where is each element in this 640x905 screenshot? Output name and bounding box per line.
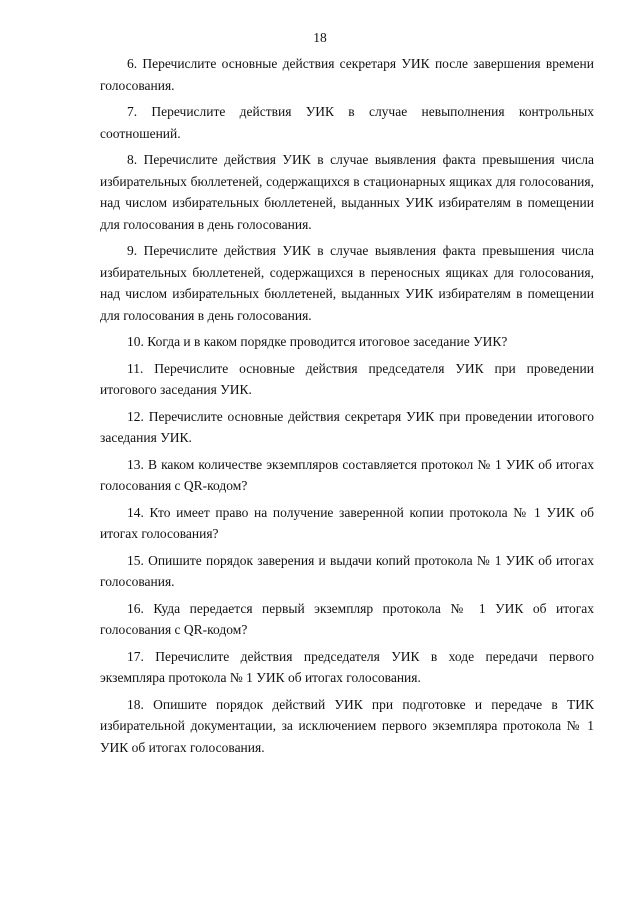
question-item: 16. Куда передается первый экземпляр протокола № 1 УИК об итогах голосования с QR-кодом?	[100, 600, 594, 637]
question-item: 12. Перечислите основные действия секретаря УИК при проведении итогового заседания УИК.	[100, 408, 594, 445]
question-item: 6. Перечислите основные действия секретаря УИК после завершения времени голосования.	[100, 56, 594, 93]
question-item: 13. В каком количестве экземпляров составляется протокол № 1 УИК об итогах голосования с QR-кодом?	[100, 456, 594, 493]
question-item: 10. Когда и в каком порядке проводится итоговое заседание УИК?	[127, 334, 508, 349]
question-list	[100, 53, 594, 763]
page-number: 18	[313, 30, 327, 45]
question-item: 15. Опишите порядок заверения и выдачи копий протокола № 1 УИК об итогах голосования.	[100, 552, 594, 589]
question-item: 18. Опишите порядок действий УИК при подготовке и передаче в ТИК избирательной документации, за исключением первого экземпляра протокола № 1 УИК об итогах голосования.	[100, 696, 594, 755]
question-item: 8. Перечислите действия УИК в случае выявления факта превышения числа избирательных бюллетеней, содержащихся в стационарных ящиках для голосования, над числом избирательных бюллетеней, выданных УИК избирателям в помещении для голосования в день голосования.	[100, 152, 594, 232]
question-item: 14. Кто имеет право на получение заверенной копии протокола № 1 УИК об итогах голосования?	[100, 504, 594, 541]
question-item: 11. Перечислите основные действия председателя УИК при проведении итогового заседания УИК.	[100, 360, 594, 397]
question-item: 9. Перечислите действия УИК в случае выявления факта превышения числа избирательных бюллетеней, содержащихся в переносных ящиках для голосования, над числом избирательных бюллетеней, выданных УИК избирателям в помещении для голосования в день голосования.	[100, 243, 594, 323]
question-item: 7. Перечислите действия УИК в случае невыполнения контрольных соотношений.	[100, 104, 594, 141]
question-item: 17. Перечислите действия председателя УИК в ходе передачи первого экземпляра протокола № 1 УИК об итогах голосования.	[100, 648, 594, 685]
